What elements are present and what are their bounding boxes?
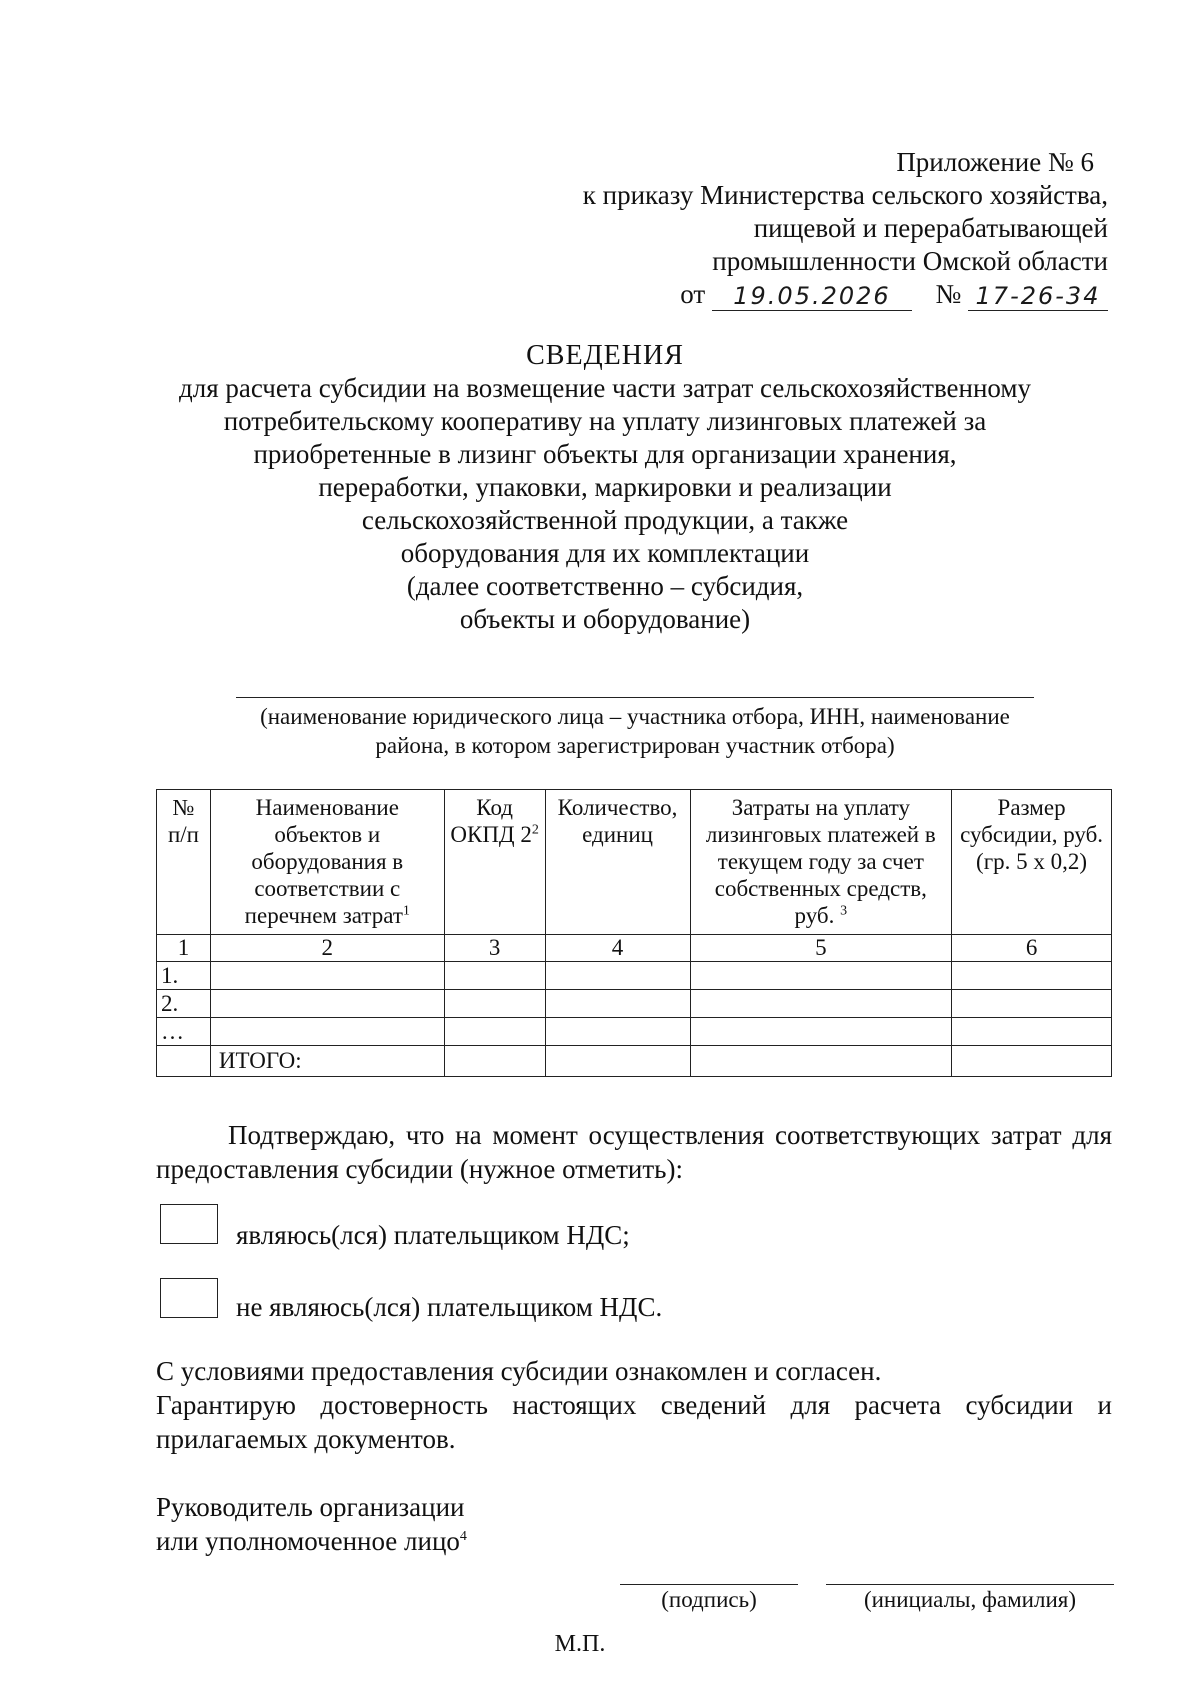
table-cell[interactable] [545,990,690,1018]
table-cell[interactable] [210,962,444,990]
org-name-field[interactable] [236,697,1034,698]
guarantee-text: Гарантирую достоверность настоящих сведений для расчета субсидии и прилагаемых документов. [156,1390,1112,1454]
total-row [157,1046,1112,1077]
title-line: приобретенные в лизинг объекты для организации хранения, [253,439,957,469]
table-cell[interactable] [690,962,952,990]
signature-field[interactable] [620,1584,798,1585]
table-cell[interactable] [444,990,545,1018]
header-quantity: Количество, единиц [545,790,690,935]
table-cell[interactable] [952,990,1112,1018]
title-line: объекты и оборудование) [459,604,751,634]
title-line: переработки, упаковки, маркировки и реализации [318,472,892,502]
table-row [157,962,1112,990]
header-okpd: Код ОКПД $2^2$ [444,790,545,935]
total-label: ИТОГО: [210,1046,444,1077]
column-number: 4 [545,935,690,962]
column-number: 2 [210,935,444,962]
vat-payer-checkbox[interactable] [160,1204,218,1244]
non-vat-payer-label: не являюсь(лся) плательщиком НДС. [236,1292,663,1322]
table-cell[interactable] [210,990,444,1018]
order-line: к приказу Министерства сельского хозяйства, [582,180,1108,210]
column-number: 3 [444,935,545,962]
column-number: 6 [952,935,1112,962]
table-cell[interactable] [444,1046,545,1077]
number-prefix: № [935,279,962,309]
table-row [157,1018,1112,1046]
stamp-place: М.П. [554,1631,606,1657]
role-line: Руководитель организации [156,1492,465,1522]
header-num: № п/п [157,790,211,935]
table-cell[interactable] [690,1046,952,1077]
title-line: потребительскому кооперативу на уплату лизинговых платежей за [223,406,987,436]
column-number-row [157,935,1112,962]
name-field[interactable] [826,1584,1114,1585]
order-date-number [583,278,1108,311]
name-caption: (инициалы, фамилия) [863,1587,1077,1612]
table-cell[interactable] [952,962,1112,990]
role-line: или уполномоченное лицо [156,1526,460,1556]
header-name: Наименование объектов и оборудования в соответствии с перечнем затрат$^1$ [210,790,444,935]
vat-payer-label: являюсь(лся) плательщиком НДС; [236,1220,630,1250]
row-number: 2. [157,990,211,1018]
table-cell[interactable] [210,1018,444,1046]
region-line: промышленности Омской области [712,246,1108,276]
table-cell[interactable] [690,1018,952,1046]
row-number: … [157,1018,211,1046]
table-cell[interactable] [952,1046,1112,1077]
signature-caption: (подпись) [661,1587,757,1612]
row-number: 1. [157,962,211,990]
org-name-caption [200,702,1070,760]
agree-text: С условиями предоставления субсидии ознакомлен и согласен. [156,1356,882,1386]
column-number: 5 [690,935,952,962]
column-number: 1 [157,935,211,962]
table-cell[interactable] [545,1018,690,1046]
footnote-mark: 4 [459,1529,467,1544]
date-prefix: от [680,279,706,309]
appendix-number: Приложение № 6 [896,147,1094,177]
document-title [140,340,1070,636]
confirm-paragraph: Подтверждаю, что на момент осуществления соответствующих затрат для предоставления субсидии (нужное отметить): [156,1120,1112,1184]
table-row [157,990,1112,1018]
non-vat-payer-checkbox[interactable] [160,1278,218,1318]
table-cell[interactable] [444,962,545,990]
table-header-row [157,790,1112,935]
order-number: 17-26-34 [968,280,1108,311]
title-main: СВЕДЕНИЯ [526,340,684,371]
org-caption-line: района, в котором зарегистрирован участник отбора) [375,733,895,758]
table-cell[interactable] [690,990,952,1018]
expenses-table [156,789,1112,1077]
table-cell[interactable] [545,962,690,990]
title-line: для расчета субсидии на возмещение части затрат сельскохозяйственному [178,373,1031,403]
table-cell[interactable] [545,1046,690,1077]
header-subsidy: Размер субсидии, руб. (гр. 5 х 0,2) [952,790,1112,935]
header-block [583,146,1108,311]
org-caption-line: (наименование юридического лица – участника отбора, ИНН, наименование [260,704,1010,729]
table-cell [157,1046,211,1077]
table-cell[interactable] [444,1018,545,1046]
order-date: 19.05.2026 [712,280,912,311]
title-line: (далее соответственно – субсидия, [406,571,804,601]
title-line: оборудования для их комплектации [400,538,810,568]
title-line: сельскохозяйственной продукции, а также [361,505,849,535]
table-cell[interactable] [952,1018,1112,1046]
ministry-line: пищевой и перерабатывающей [753,213,1108,243]
signatory-role [156,1490,656,1558]
header-expenses: Затраты на уплату лизинговых платежей в текущем году за счет собственных средств, руб. $^3$ [690,790,952,935]
